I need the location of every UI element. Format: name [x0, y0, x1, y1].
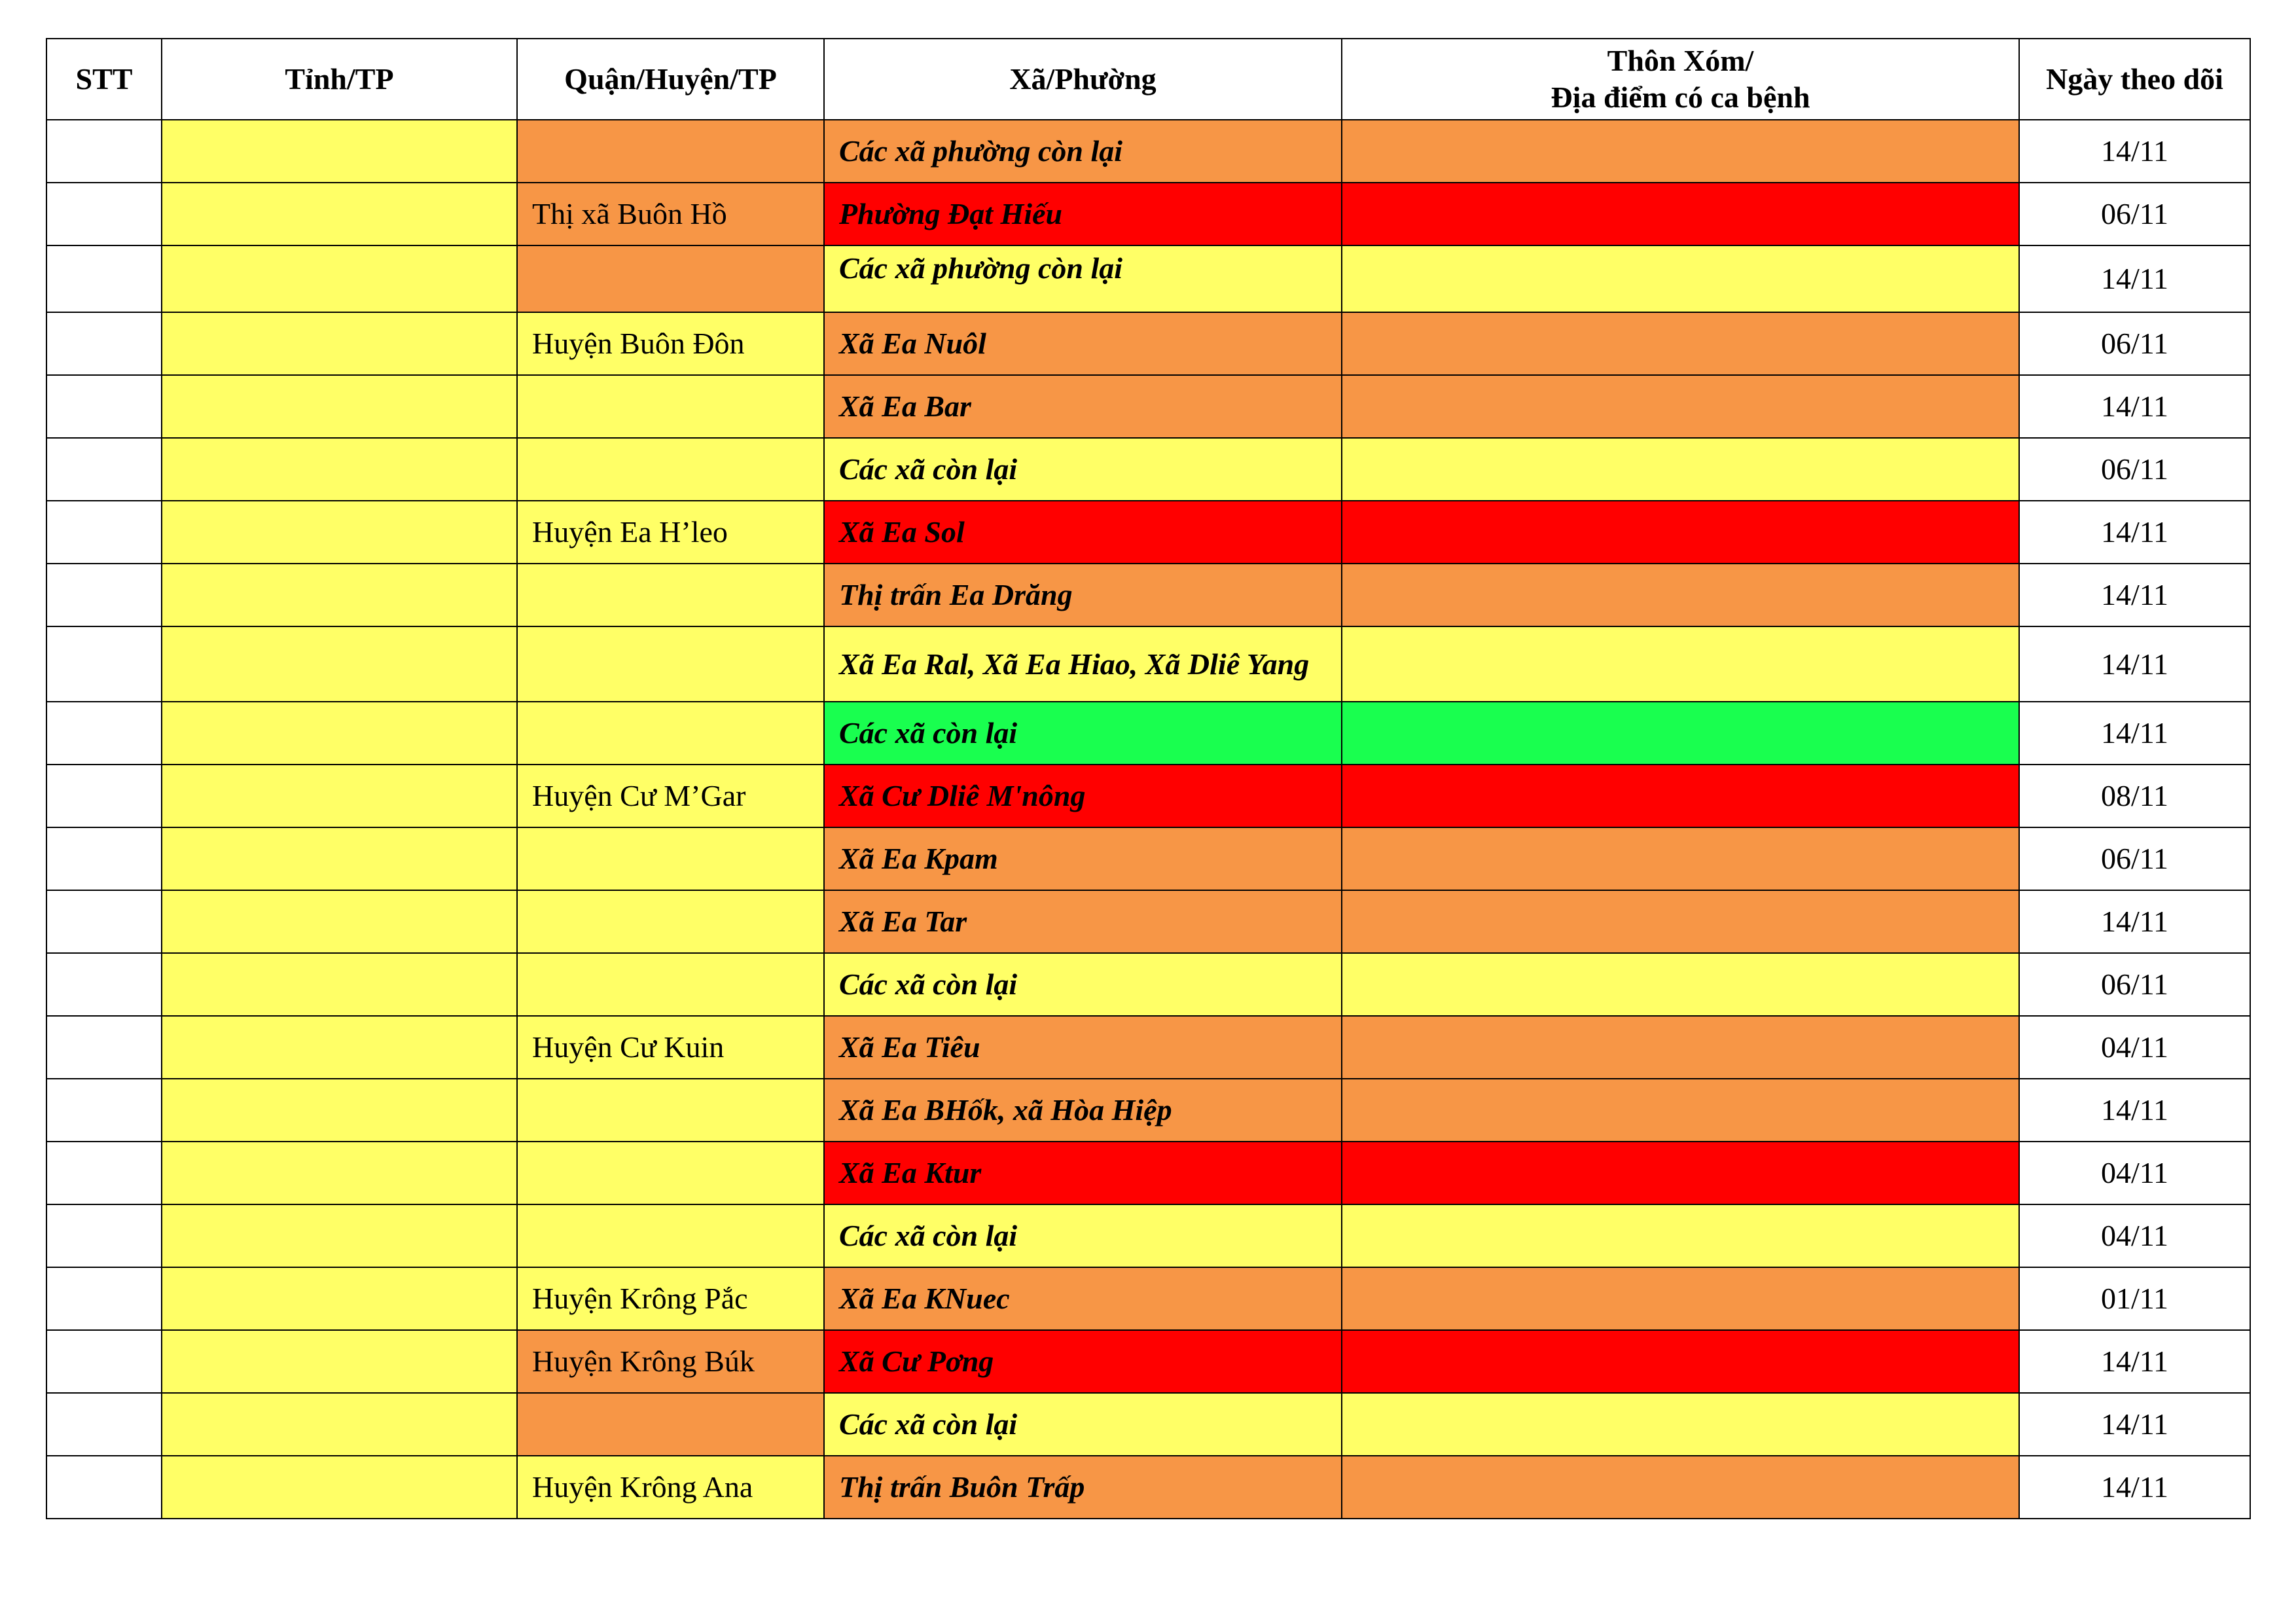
header-thon	[1342, 39, 2019, 120]
quan-cell	[517, 890, 824, 953]
xa-cell: Xã Ea Tiêu	[824, 1016, 1342, 1079]
thon-cell	[1342, 890, 2019, 953]
stt-cell	[46, 953, 162, 1016]
quan-cell	[517, 564, 824, 626]
ngay-cell: 06/11	[2019, 312, 2250, 375]
thon-cell	[1342, 1142, 2019, 1204]
stt-cell	[46, 120, 162, 183]
ngay-cell: 14/11	[2019, 564, 2250, 626]
table-row	[46, 120, 2250, 183]
tinh-cell	[162, 626, 517, 702]
tinh-cell	[162, 702, 517, 765]
tinh-cell	[162, 1204, 517, 1267]
stt-cell	[46, 375, 162, 438]
ngay-cell: 06/11	[2019, 438, 2250, 501]
ngay-cell: 04/11	[2019, 1016, 2250, 1079]
ngay-cell: 14/11	[2019, 1330, 2250, 1393]
thon-cell	[1342, 312, 2019, 375]
table-row	[46, 375, 2250, 438]
table-row	[46, 1267, 2250, 1330]
quan-cell: Huyện Ea H’leo	[517, 501, 824, 564]
stt-cell	[46, 564, 162, 626]
quan-cell	[517, 1204, 824, 1267]
thon-cell	[1342, 765, 2019, 827]
quan-cell	[517, 120, 824, 183]
ngay-cell: 14/11	[2019, 501, 2250, 564]
thon-cell	[1342, 183, 2019, 245]
thon-cell	[1342, 120, 2019, 183]
header-quan: Quận/Huyện/TP	[517, 39, 824, 120]
stt-cell	[46, 1142, 162, 1204]
xa-cell: Xã Ea Nuôl	[824, 312, 1342, 375]
quan-cell	[517, 1393, 824, 1456]
stt-cell	[46, 438, 162, 501]
quan-cell	[517, 1142, 824, 1204]
table-row	[46, 1142, 2250, 1204]
xa-cell: Xã Ea Bar	[824, 375, 1342, 438]
thon-cell	[1342, 564, 2019, 626]
xa-cell: Xã Ea Ktur	[824, 1142, 1342, 1204]
stt-cell	[46, 245, 162, 312]
quan-cell	[517, 438, 824, 501]
quan-cell: Huyện Krông Pắc	[517, 1267, 824, 1330]
thon-cell	[1342, 1393, 2019, 1456]
thon-cell	[1342, 375, 2019, 438]
xa-cell: Các xã phường còn lại	[824, 245, 1342, 312]
thon-cell	[1342, 1204, 2019, 1267]
table-row	[46, 827, 2250, 890]
xa-cell: Các xã còn lại	[824, 438, 1342, 501]
thon-cell	[1342, 827, 2019, 890]
table-row	[46, 1330, 2250, 1393]
ngay-cell: 14/11	[2019, 1079, 2250, 1142]
tinh-cell	[162, 890, 517, 953]
stt-cell	[46, 1393, 162, 1456]
tinh-cell	[162, 312, 517, 375]
xa-cell: Thị trấn Ea Drăng	[824, 564, 1342, 626]
ngay-cell: 04/11	[2019, 1204, 2250, 1267]
header-thon-line1: Thôn Xóm/	[1607, 44, 1754, 77]
quan-cell	[517, 827, 824, 890]
xa-cell: Xã Ea BHốk, xã Hòa Hiệp	[824, 1079, 1342, 1142]
tinh-cell	[162, 1142, 517, 1204]
table-row	[46, 245, 2250, 312]
thon-cell	[1342, 245, 2019, 312]
xa-cell: Xã Cư Pơng	[824, 1330, 1342, 1393]
xa-cell: Các xã còn lại	[824, 953, 1342, 1016]
tinh-cell	[162, 1330, 517, 1393]
xa-cell: Xã Ea Ral, Xã Ea Hiao, Xã Dliê Yang	[824, 626, 1342, 702]
tinh-cell	[162, 438, 517, 501]
quan-cell: Huyện Cư M’Gar	[517, 765, 824, 827]
tinh-cell	[162, 1393, 517, 1456]
thon-cell	[1342, 953, 2019, 1016]
ngay-cell: 01/11	[2019, 1267, 2250, 1330]
quan-cell	[517, 245, 824, 312]
xa-cell: Xã Cư Dliê M'nông	[824, 765, 1342, 827]
tinh-cell	[162, 564, 517, 626]
table-row	[46, 501, 2250, 564]
tinh-cell	[162, 245, 517, 312]
stt-cell	[46, 501, 162, 564]
table-body	[46, 120, 2250, 1519]
ngay-cell: 04/11	[2019, 1142, 2250, 1204]
tinh-cell	[162, 501, 517, 564]
quan-cell	[517, 626, 824, 702]
table-row	[46, 1079, 2250, 1142]
table-row	[46, 183, 2250, 245]
quan-cell: Huyện Krông Ana	[517, 1456, 824, 1519]
xa-cell: Thị trấn Buôn Trấp	[824, 1456, 1342, 1519]
xa-cell: Xã Ea Sol	[824, 501, 1342, 564]
outbreak-table	[46, 38, 2251, 1519]
thon-cell	[1342, 702, 2019, 765]
tinh-cell	[162, 953, 517, 1016]
table-row	[46, 953, 2250, 1016]
stt-cell	[46, 827, 162, 890]
tinh-cell	[162, 1267, 517, 1330]
table-row	[46, 702, 2250, 765]
xa-cell: Xã Ea KNuec	[824, 1267, 1342, 1330]
ngay-cell: 14/11	[2019, 375, 2250, 438]
tinh-cell	[162, 375, 517, 438]
stt-cell	[46, 1267, 162, 1330]
ngay-cell: 14/11	[2019, 1456, 2250, 1519]
xa-cell: Xã Ea Kpam	[824, 827, 1342, 890]
stt-cell	[46, 1204, 162, 1267]
ngay-cell: 14/11	[2019, 702, 2250, 765]
table-row	[46, 1016, 2250, 1079]
thon-cell	[1342, 626, 2019, 702]
table-row	[46, 1204, 2250, 1267]
header-thon-line2: Địa điểm có ca bệnh	[1551, 81, 1810, 114]
stt-cell	[46, 183, 162, 245]
tinh-cell	[162, 1079, 517, 1142]
quan-cell	[517, 702, 824, 765]
thon-cell	[1342, 1079, 2019, 1142]
table-row	[46, 564, 2250, 626]
quan-cell: Thị xã Buôn Hồ	[517, 183, 824, 245]
ngay-cell: 08/11	[2019, 765, 2250, 827]
xa-cell: Các xã phường còn lại	[824, 120, 1342, 183]
stt-cell	[46, 765, 162, 827]
xa-cell: Xã Ea Tar	[824, 890, 1342, 953]
ngay-cell: 06/11	[2019, 953, 2250, 1016]
ngay-cell: 14/11	[2019, 1393, 2250, 1456]
table-row	[46, 1456, 2250, 1519]
tinh-cell	[162, 1456, 517, 1519]
quan-cell	[517, 1079, 824, 1142]
stt-cell	[46, 1016, 162, 1079]
ngay-cell: 14/11	[2019, 245, 2250, 312]
table-row	[46, 312, 2250, 375]
header-stt: STT	[46, 39, 162, 120]
table-row	[46, 765, 2250, 827]
ngay-cell: 14/11	[2019, 120, 2250, 183]
stt-cell	[46, 702, 162, 765]
tinh-cell	[162, 765, 517, 827]
table-row	[46, 626, 2250, 702]
table-row	[46, 438, 2250, 501]
quan-cell	[517, 953, 824, 1016]
header-xa: Xã/Phường	[824, 39, 1342, 120]
xa-cell: Các xã còn lại	[824, 1393, 1342, 1456]
tinh-cell	[162, 1016, 517, 1079]
ngay-cell: 14/11	[2019, 890, 2250, 953]
stt-cell	[46, 1330, 162, 1393]
thon-cell	[1342, 1267, 2019, 1330]
thon-cell	[1342, 438, 2019, 501]
stt-cell	[46, 312, 162, 375]
quan-cell: Huyện Krông Búk	[517, 1330, 824, 1393]
header-row	[46, 39, 2250, 120]
header-ngay: Ngày theo dõi	[2019, 39, 2250, 120]
table-row	[46, 890, 2250, 953]
tinh-cell	[162, 120, 517, 183]
stt-cell	[46, 626, 162, 702]
tinh-cell	[162, 183, 517, 245]
stt-cell	[46, 1079, 162, 1142]
table-row	[46, 1393, 2250, 1456]
stt-cell	[46, 1456, 162, 1519]
tinh-cell	[162, 827, 517, 890]
xa-cell: Các xã còn lại	[824, 702, 1342, 765]
quan-cell	[517, 375, 824, 438]
ngay-cell: 06/11	[2019, 827, 2250, 890]
thon-cell	[1342, 1330, 2019, 1393]
xa-cell: Các xã còn lại	[824, 1204, 1342, 1267]
ngay-cell: 06/11	[2019, 183, 2250, 245]
quan-cell: Huyện Cư Kuin	[517, 1016, 824, 1079]
thon-cell	[1342, 1016, 2019, 1079]
header-tinh: Tỉnh/TP	[162, 39, 517, 120]
ngay-cell: 14/11	[2019, 626, 2250, 702]
quan-cell: Huyện Buôn Đôn	[517, 312, 824, 375]
stt-cell	[46, 890, 162, 953]
thon-cell	[1342, 501, 2019, 564]
xa-cell: Phường Đạt Hiếu	[824, 183, 1342, 245]
thon-cell	[1342, 1456, 2019, 1519]
